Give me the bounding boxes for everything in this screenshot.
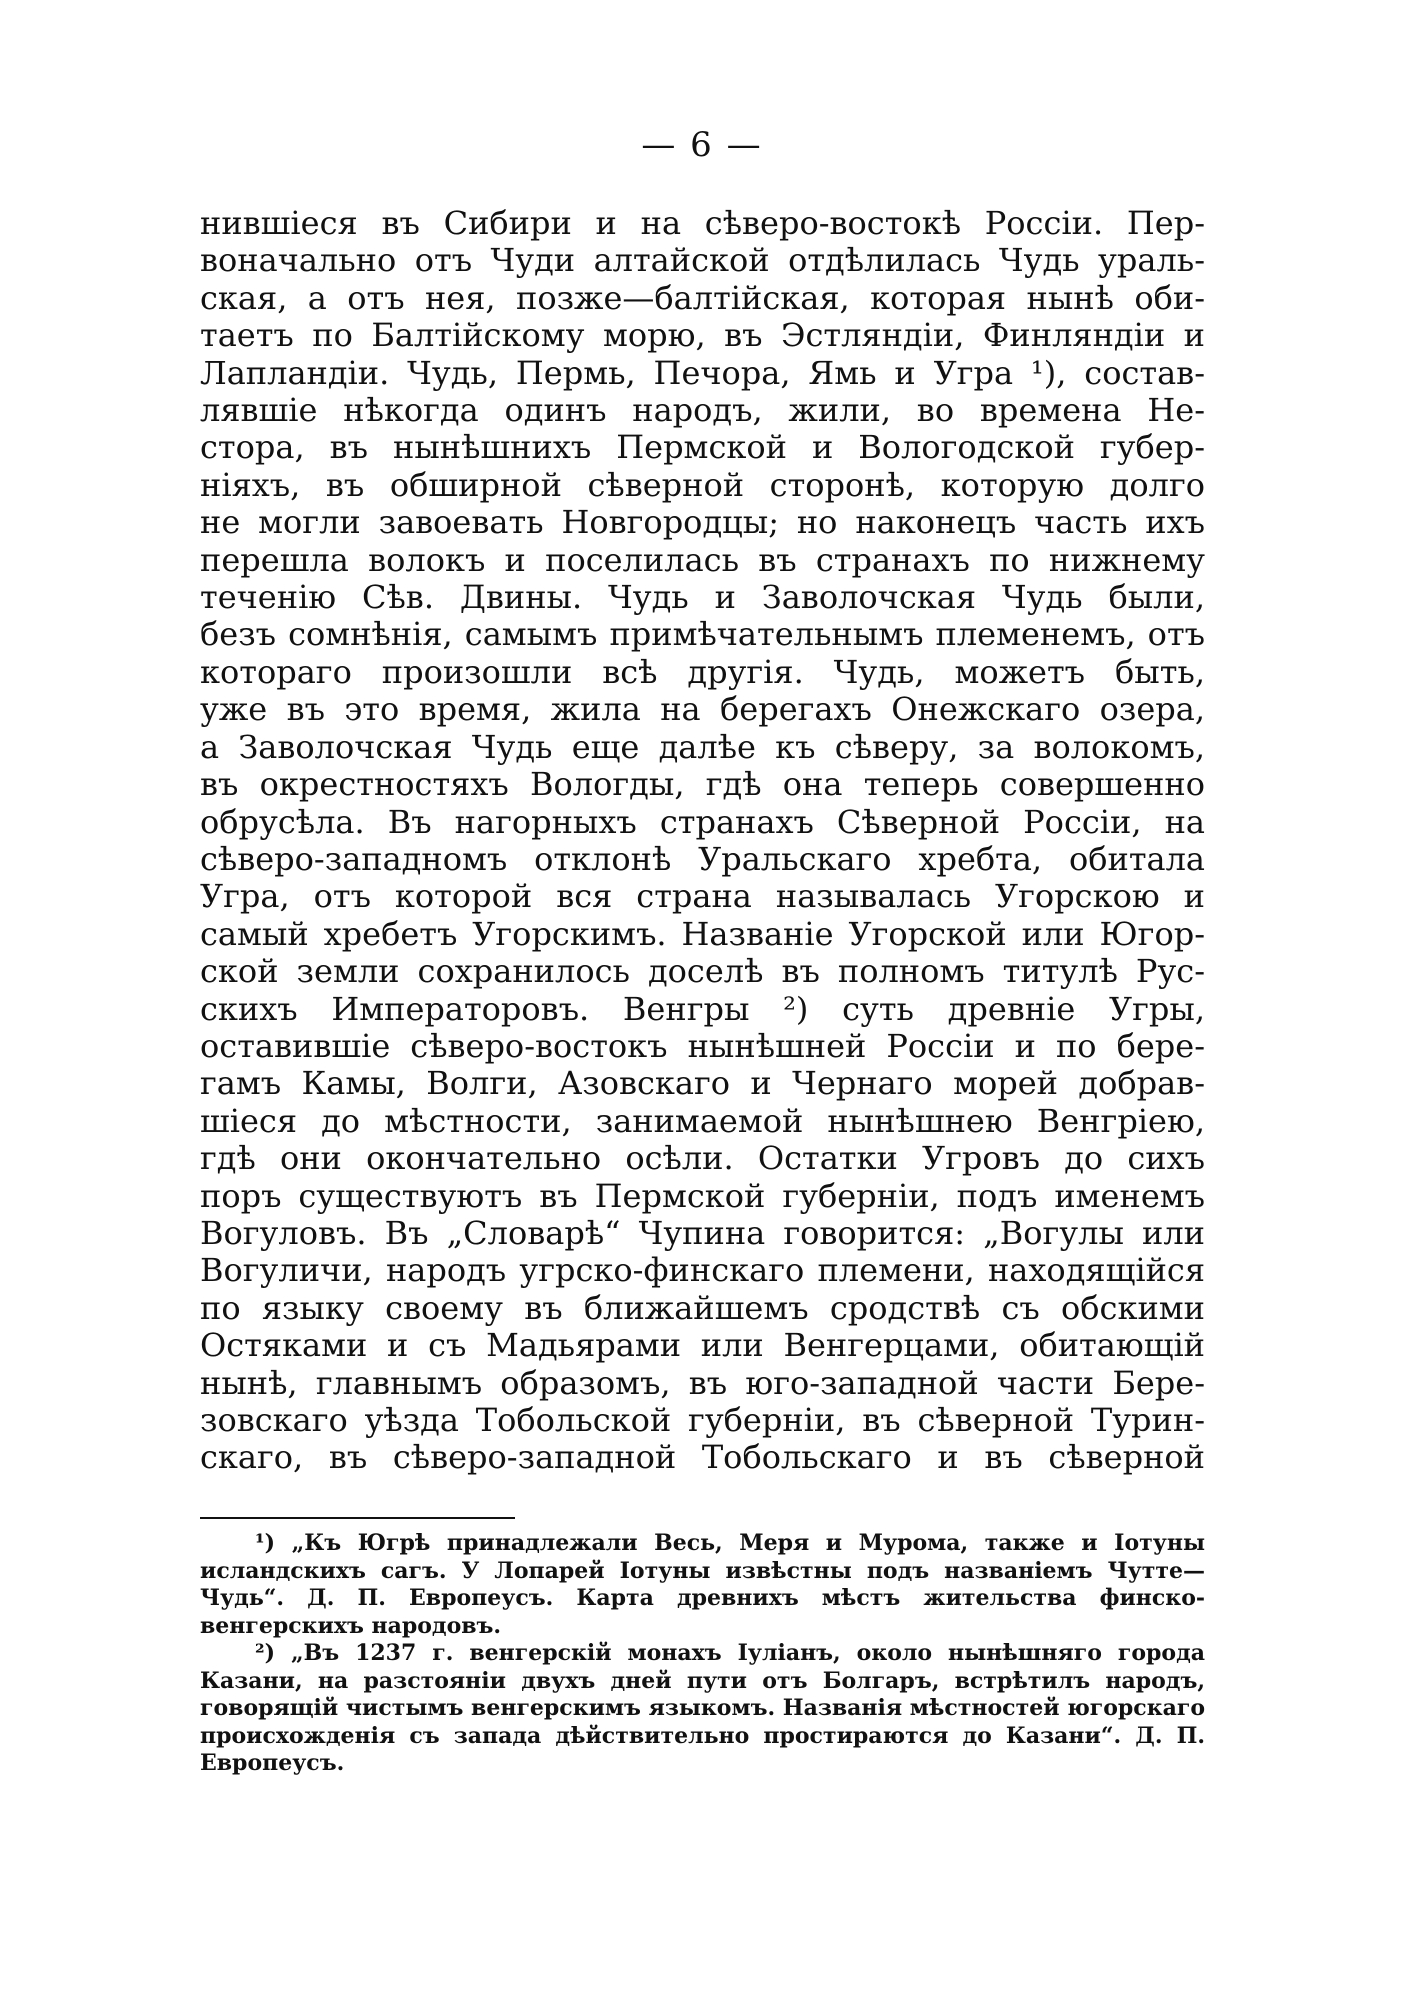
text-line: Угра, отъ которой вся страна называлась Угорскою и xyxy=(200,878,1205,916)
footnote-2 xyxy=(200,1640,1205,1778)
text-line: Вогуличи, народъ угрско-финскаго племени, находящійся xyxy=(200,1252,1205,1290)
footnote-line: говорящій чистымъ венгерскимъ языкомъ. Названія мѣстностей югорскаго xyxy=(200,1695,1205,1721)
footnote-line: ²) „Въ 1237 г. венгерскій монахъ Іуліанъ, около нынѣшняго города xyxy=(255,1640,1205,1666)
text-line: самый хребетъ Угорскимъ. Названіе Угорской или Югор- xyxy=(200,915,1205,953)
footnote-line: Казани, на разстояніи двухъ дней пути отъ Болгаръ, встрѣтилъ народъ, xyxy=(200,1667,1205,1694)
footnote-line: исландскихъ сагъ. У Лопарей Іотуны извѣстны подъ названіемъ Чутте— xyxy=(200,1557,1205,1584)
text-line: уже въ это время, жила на берегахъ Онежскаго озера, xyxy=(200,691,1205,729)
footnote-divider xyxy=(200,1517,515,1519)
text-line: ская, а отъ нея, позже—балтійская, которая нынѣ оби- xyxy=(200,279,1205,317)
text-line: не могли завоевать Новгородцы; но наконецъ часть ихъ xyxy=(200,504,1205,542)
text-line: обрусѣла. Въ нагорныхъ странахъ Сѣверной Россіи, на xyxy=(200,803,1205,841)
text-line: сѣверо-западномъ отклонѣ Уральскаго хребта, обитала xyxy=(200,840,1205,878)
footnote-line: венгерскихъ народовъ. xyxy=(200,1612,502,1639)
text-line: ской земли сохранилось доселѣ въ полномъ титулѣ Рус- xyxy=(200,953,1205,991)
page-number: — 6 — xyxy=(641,125,763,165)
text-line: теченію Сѣв. Двины. Чудь и Заволочская Чудь были, xyxy=(200,579,1205,617)
text-line: лявшіе нѣкогда одинъ народъ, жили, во времена Не- xyxy=(200,392,1205,430)
text-line: а Заволочская Чудь еще далѣе къ сѣверу, за волокомъ, xyxy=(200,728,1205,766)
text-line: котораго произошли всѣ другія. Чудь, можетъ быть, xyxy=(200,653,1205,691)
text-line: Остяками и съ Мадьярами или Венгерцами, обитающій xyxy=(200,1327,1205,1365)
text-line: ніяхъ, въ обширной сѣверной сторонѣ, которую долго xyxy=(200,466,1205,504)
text-line: стора, въ нынѣшнихъ Пермской и Вологодской губер- xyxy=(200,429,1205,467)
footnotes xyxy=(200,1530,1205,1778)
text-line: поръ существуютъ въ Пермской губерніи, подъ именемъ xyxy=(200,1177,1205,1215)
text-line: шіеся до мѣстности, занимаемой нынѣшнею Венгріею, xyxy=(200,1102,1205,1140)
text-line: гдѣ они окончательно осѣли. Остатки Угровъ до сихъ xyxy=(200,1140,1205,1178)
text-line: оставившіе сѣверо-востокъ нынѣшней Россіи и по бере- xyxy=(200,1027,1205,1065)
text-line: по языку своему въ ближайшемъ сродствѣ съ обскими xyxy=(200,1289,1205,1327)
text-line: таетъ по Балтійскому морю, въ Эстляндіи, Финляндіи и xyxy=(200,317,1205,355)
text-line: безъ сомнѣнія, самымъ примѣчательнымъ племенемъ, отъ xyxy=(200,616,1205,654)
text-line: нынѣ, главнымъ образомъ, въ юго-западной части Бере- xyxy=(200,1364,1205,1402)
text-line: Вогуловъ. Въ „Словарѣ“ Чупина говорится: „Вогулы или xyxy=(200,1214,1205,1252)
text-line: скаго, въ сѣверо-западной Тобольскаго и въ сѣверной xyxy=(200,1439,1205,1477)
text-line: нившіеся въ Сибири и на сѣверо-востокѣ Россіи. Пер- xyxy=(200,205,1205,242)
text-line: въ окрестностяхъ Вологды, гдѣ она теперь совершенно xyxy=(200,766,1205,804)
footnote-line: происхожденія съ запада дѣйствительно простираются до Казани“. Д. П. xyxy=(200,1722,1205,1749)
text-line: воначально отъ Чуди алтайской отдѣлилась Чудь ураль- xyxy=(200,242,1205,280)
footnote-line: Чудь“. Д. П. Европеусъ. Карта древнихъ мѣстъ жительства финско- xyxy=(200,1585,1205,1611)
text-line: гамъ Камы, Волги, Азовскаго и Чернаго морей добрав- xyxy=(200,1065,1205,1103)
footnote-line: ¹) „Къ Югрѣ принадлежали Весь, Меря и Мурома, также и Іотуны xyxy=(255,1530,1205,1556)
footnote-line: Европеусъ. xyxy=(200,1750,345,1776)
text-line: перешла волокъ и поселилась въ странахъ по нижнему xyxy=(200,541,1205,579)
text-line: Лапландіи. Чудь, Пермь, Печора, Ямь и Угра ¹), состав- xyxy=(200,354,1205,392)
main-text xyxy=(200,205,1205,1477)
text-line: скихъ Императоровъ. Венгры ²) суть древніе Угры, xyxy=(200,990,1205,1028)
footnote-1 xyxy=(200,1530,1205,1640)
text-line: зовскаго уѣзда Тобольской губерніи, въ сѣверной Турин- xyxy=(200,1402,1205,1439)
